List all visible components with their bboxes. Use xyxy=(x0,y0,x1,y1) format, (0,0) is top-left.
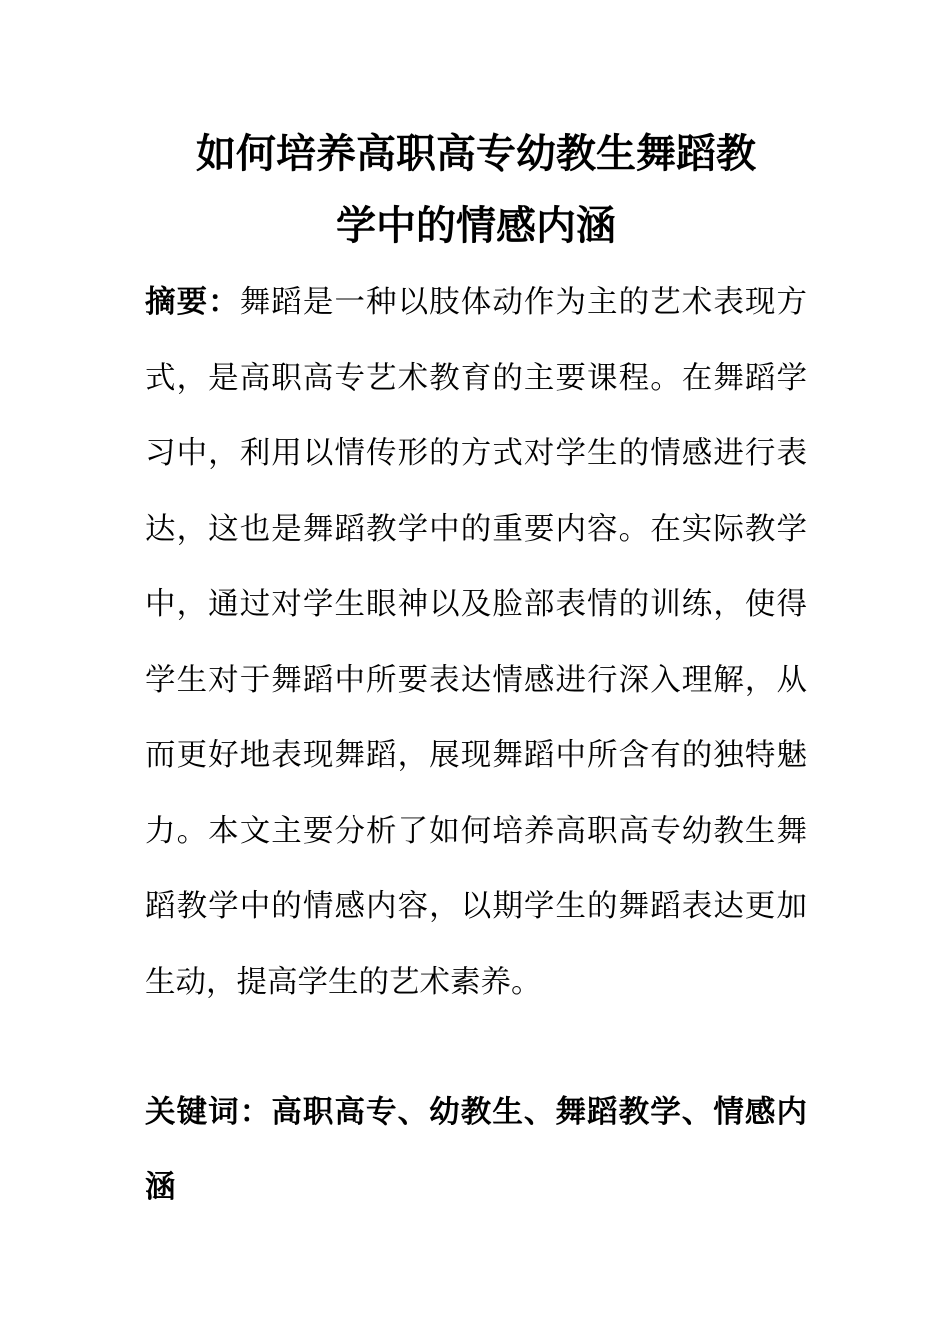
document-title xyxy=(145,118,807,262)
keywords-paragraph xyxy=(145,1075,807,1225)
title-line-1: 如何培养高职高专幼教生舞蹈教 xyxy=(196,130,756,177)
keywords-label: 关键词： xyxy=(145,1094,272,1130)
abstract-paragraph xyxy=(145,265,807,1020)
keywords-text: 高职高专、幼教生、舞蹈教学、情感内涵 xyxy=(145,1094,808,1205)
abstract-text: 舞蹈是一种以肢体动作为主的艺术表现方式，是高职高专艺术教育的主要课程。在舞蹈学习中，利用以情传形的方式对学生的情感进行表达，这也是舞蹈教学中的重要内容。在实际教学中，通过对学生眼神以及脸部表情的训练，使得学生对于舞蹈中所要表达情感进行深入理解，从而更好地表现舞蹈，展现舞蹈中所含有的独特魅力。本文主要分析了如何培养高职高专幼教生舞蹈教学中的情感内容，以期学生的舞蹈表达更加生动，提高学生的艺术素养。 xyxy=(145,285,808,1000)
title-line-2: 学中的情感内涵 xyxy=(336,202,616,249)
abstract-label: 摘要： xyxy=(145,284,240,320)
